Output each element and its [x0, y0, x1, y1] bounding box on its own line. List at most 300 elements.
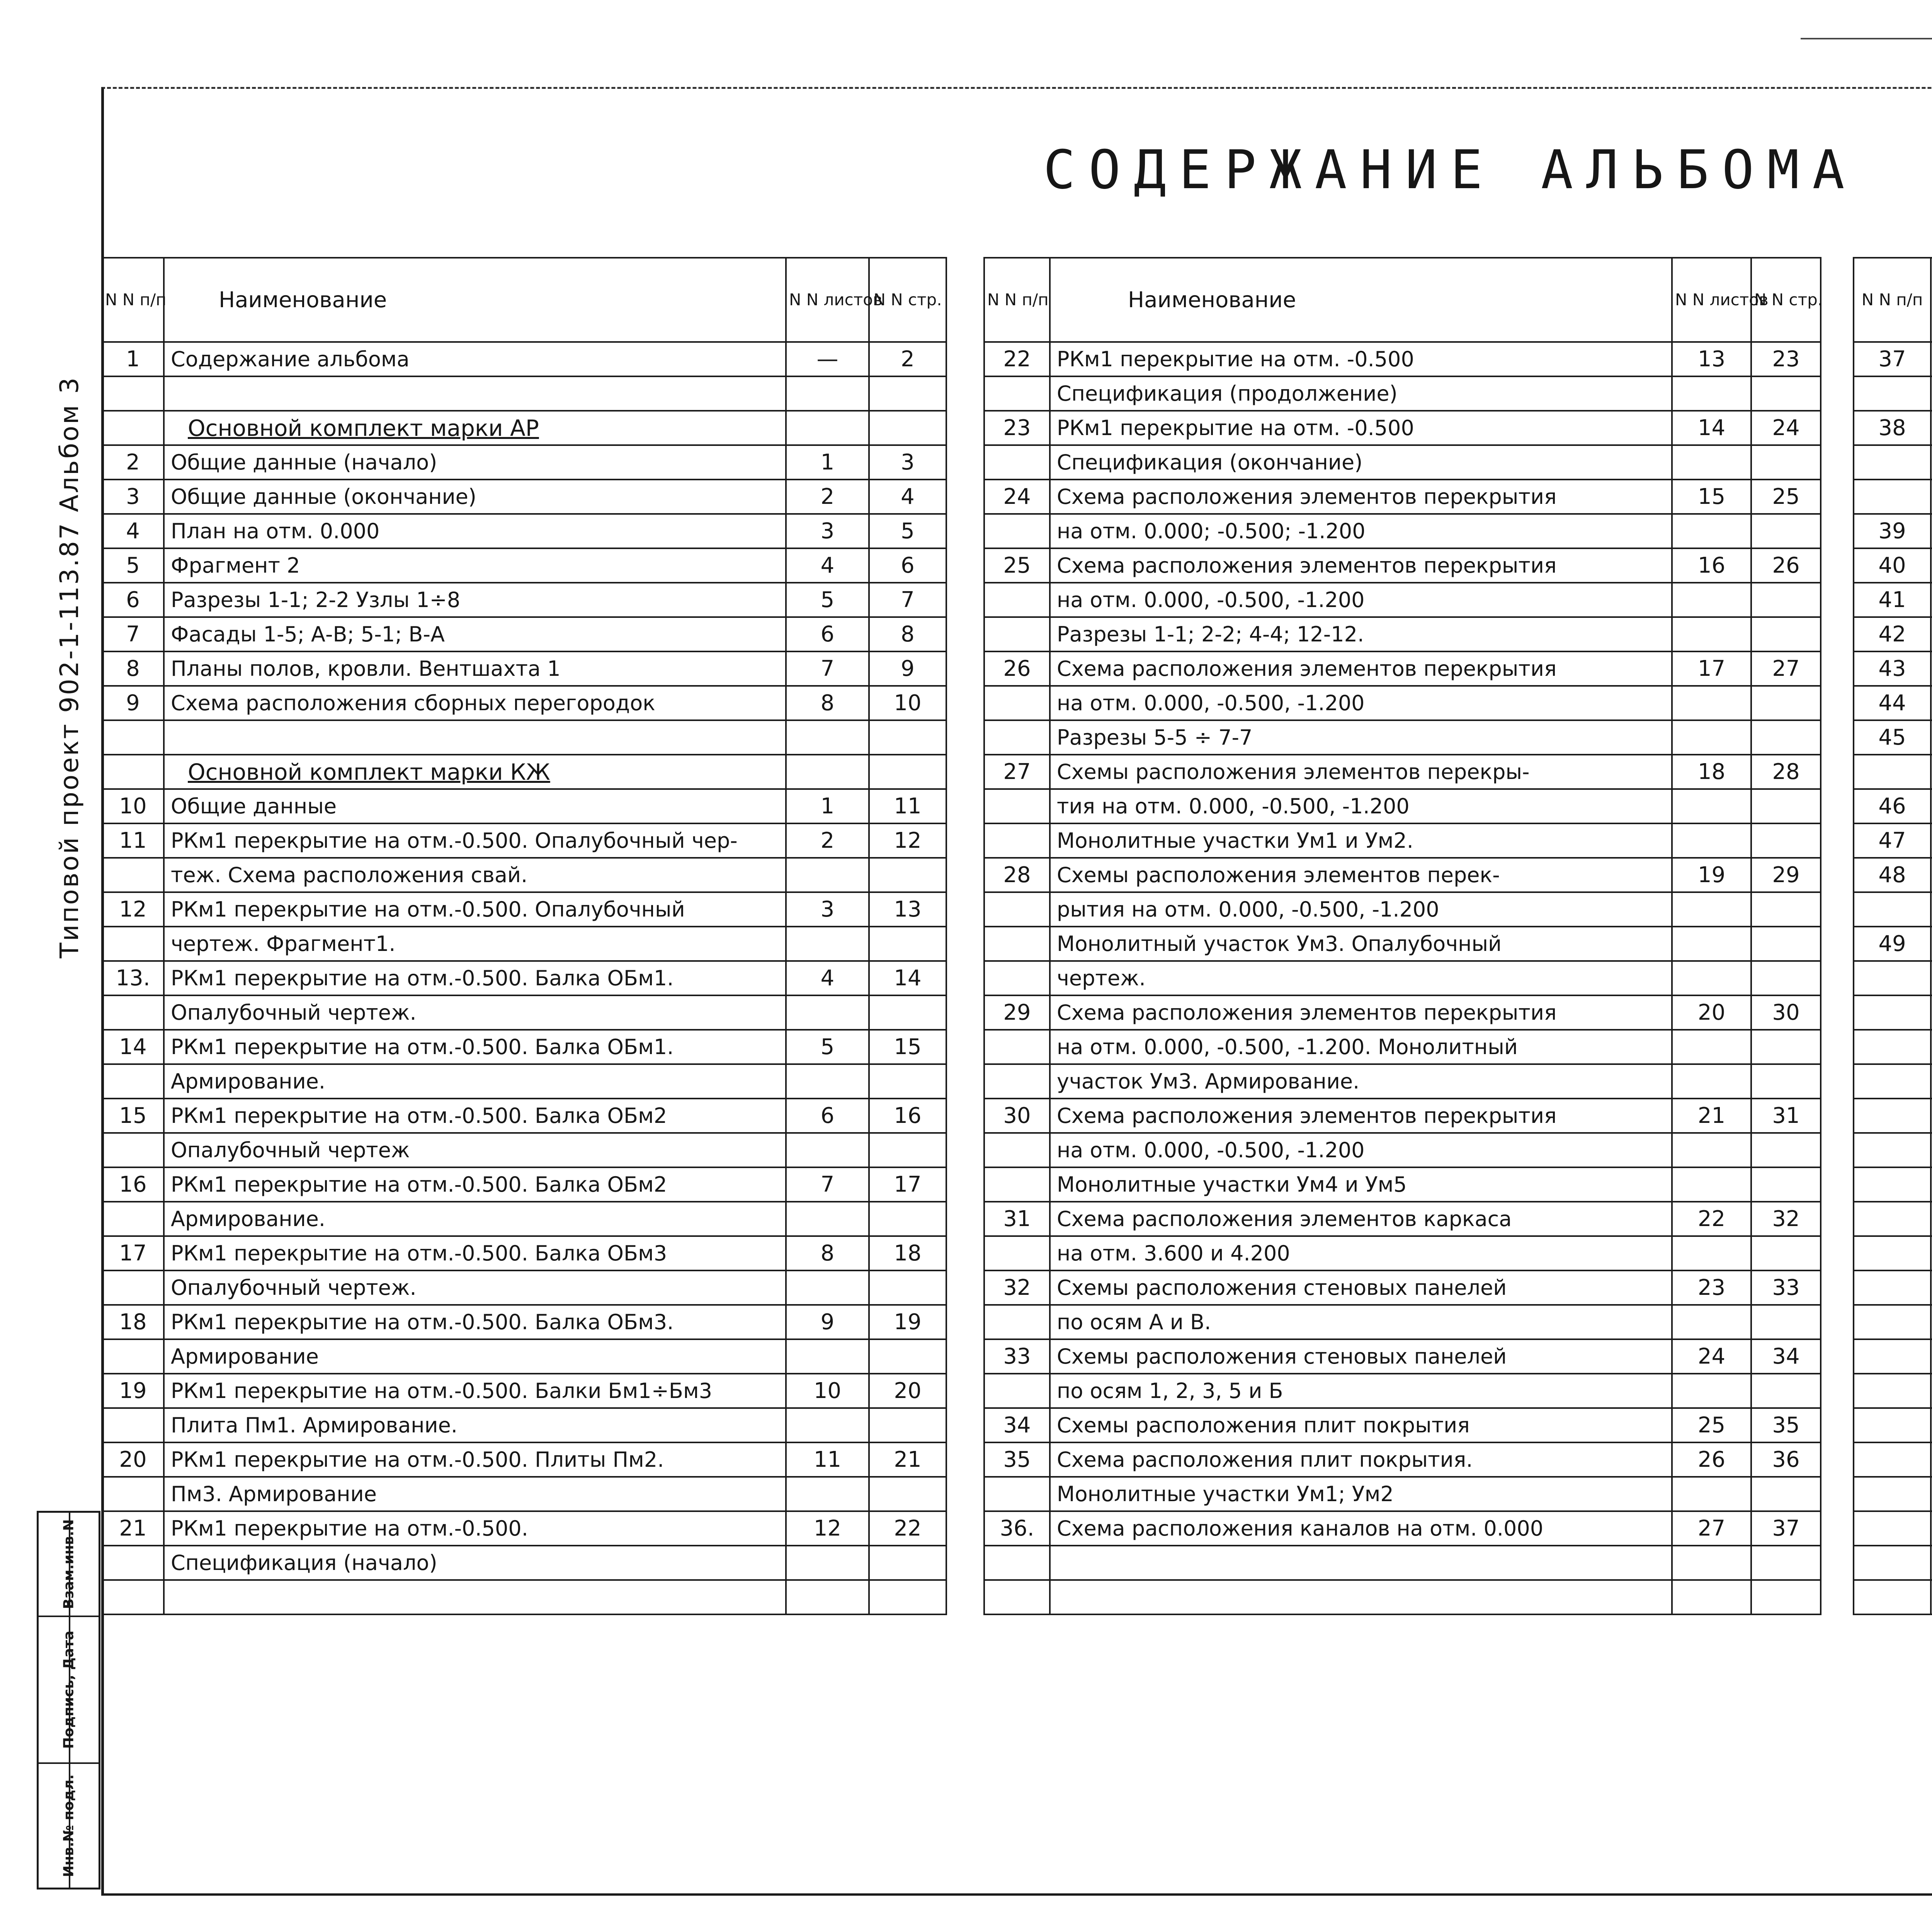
row-sheet-number: 9 — [786, 1305, 869, 1339]
row-sheet-number: 2 — [786, 823, 869, 858]
stamp-label: Взам.инв.N — [61, 1519, 77, 1609]
row-sheet-number — [1672, 514, 1751, 548]
table-row — [102, 1167, 946, 1202]
row-title: Армирование. — [164, 1064, 786, 1099]
row-number — [1854, 1030, 1931, 1064]
row-page-number: 23 — [1751, 342, 1821, 376]
row-page-number — [869, 1408, 946, 1442]
row-page-number: 14 — [869, 961, 946, 995]
row-number: 12 — [102, 892, 164, 927]
row-page-number — [869, 927, 946, 961]
row-number — [984, 1030, 1050, 1064]
row-title: РКм1 перекрытие на отм. -0.500 — [1050, 411, 1672, 445]
row-number: 10 — [102, 789, 164, 823]
row-number — [984, 583, 1050, 617]
row-sheet-number — [1672, 1167, 1751, 1202]
row-title: Общие данные (начало) — [164, 445, 786, 480]
album-title: СОДЕРЖАНИЕ АЛЬБОМА — [1043, 139, 1858, 201]
table-row — [102, 927, 946, 961]
table-row — [102, 1546, 946, 1580]
row-title: Схемы расположения элементов перекры- — [1050, 755, 1672, 789]
row-number — [1854, 376, 1931, 411]
table-row — [984, 1236, 1821, 1270]
table-row — [984, 1546, 1821, 1580]
row-title: рытия на отм. 0.000, -0.500, -1.200 — [1050, 892, 1672, 927]
row-number — [1854, 1270, 1931, 1305]
table-row — [102, 1236, 946, 1270]
row-number: 32 — [984, 1270, 1050, 1305]
table-row — [1854, 1339, 1932, 1374]
row-number — [102, 1339, 164, 1374]
row-sheet-number — [1672, 1477, 1751, 1511]
row-page-number: 33 — [1751, 1270, 1821, 1305]
table-row — [1854, 651, 1932, 686]
row-sheet-number: 1 — [786, 445, 869, 480]
row-sheet-number: 11 — [786, 1442, 869, 1477]
row-sheet-number: 6 — [786, 617, 869, 651]
stamp-cell — [39, 1764, 99, 1888]
row-sheet-number — [1672, 1580, 1751, 1614]
table-row — [984, 1133, 1821, 1167]
row-number: 4 — [102, 514, 164, 548]
row-number — [984, 720, 1050, 755]
row-page-number: 21 — [869, 1442, 946, 1477]
row-page-number — [869, 720, 946, 755]
table-row — [102, 480, 946, 514]
row-title: Схема расположения элементов перекрытия — [1050, 995, 1672, 1030]
row-number — [1854, 961, 1931, 995]
row-number: 11 — [102, 823, 164, 858]
row-sheet-number: 7 — [786, 1167, 869, 1202]
table-row — [984, 1511, 1821, 1546]
table-row — [102, 651, 946, 686]
row-sheet-number — [786, 1339, 869, 1374]
row-title: по осям 1, 2, 3, 5 и Б — [1050, 1374, 1672, 1408]
table-row — [102, 583, 946, 617]
row-number: 33 — [984, 1339, 1050, 1374]
row-number: 29 — [984, 995, 1050, 1030]
row-page-number — [869, 995, 946, 1030]
row-number — [1854, 892, 1931, 927]
row-sheet-number — [1672, 720, 1751, 755]
scan-artifact-line — [1801, 38, 1932, 39]
row-page-number — [1751, 1305, 1821, 1339]
row-page-number: 22 — [869, 1511, 946, 1546]
row-page-number: 25 — [1751, 480, 1821, 514]
row-page-number — [869, 858, 946, 892]
table-row — [102, 376, 946, 411]
row-sheet-number — [786, 1270, 869, 1305]
row-number: 5 — [102, 548, 164, 583]
row-title: Опалубочный чертеж. — [164, 1270, 786, 1305]
row-title — [1050, 1580, 1672, 1614]
row-page-number — [1751, 1477, 1821, 1511]
row-number — [984, 789, 1050, 823]
row-page-number — [869, 1270, 946, 1305]
table-row — [102, 789, 946, 823]
row-number — [102, 1580, 164, 1614]
contents-table-1 — [101, 257, 946, 1615]
row-title: на отм. 0.000, -0.500, -1.200 — [1050, 1133, 1672, 1167]
row-page-number: 30 — [1751, 995, 1821, 1030]
row-number: 45 — [1854, 720, 1931, 755]
table-row — [984, 445, 1821, 480]
row-number — [984, 1305, 1050, 1339]
row-number: 6 — [102, 583, 164, 617]
row-page-number: 26 — [1751, 548, 1821, 583]
col-header-pages: N N стр. — [869, 258, 946, 342]
row-page-number — [1751, 1374, 1821, 1408]
table-row — [102, 686, 946, 720]
row-page-number — [869, 1580, 946, 1614]
contents-table-3 — [1853, 257, 1932, 1615]
row-page-number: 34 — [1751, 1339, 1821, 1374]
row-title: РКм1 перекрытие на отм.-0.500. Опалубочный — [164, 892, 786, 927]
approval-stamp — [37, 1511, 100, 1889]
row-number: 49 — [1854, 927, 1931, 961]
row-page-number: 11 — [869, 789, 946, 823]
row-title: участок Ум3. Армирование. — [1050, 1064, 1672, 1099]
row-sheet-number: 21 — [1672, 1099, 1751, 1133]
row-title: Основной комплект марки АР — [164, 411, 786, 445]
table-row — [1854, 342, 1932, 376]
table-row — [102, 995, 946, 1030]
row-number — [102, 411, 164, 445]
row-number — [984, 1064, 1050, 1099]
table-row — [1854, 1064, 1932, 1099]
row-number: 25 — [984, 548, 1050, 583]
row-title: чертеж. — [1050, 961, 1672, 995]
row-number: 13. — [102, 961, 164, 995]
row-number — [984, 1477, 1050, 1511]
table-row — [102, 1442, 946, 1477]
row-title: Схема расположения каналов на отм. 0.000 — [1050, 1511, 1672, 1546]
table-row — [984, 789, 1821, 823]
row-page-number: 37 — [1751, 1511, 1821, 1546]
row-title: Монолитные участки Ум4 и Ум5 — [1050, 1167, 1672, 1202]
row-title: Разрезы 1-1; 2-2; 4-4; 12-12. — [1050, 617, 1672, 651]
row-page-number: 35 — [1751, 1408, 1821, 1442]
row-sheet-number: 10 — [786, 1374, 869, 1408]
row-sheet-number: — — [786, 342, 869, 376]
row-number: 16 — [102, 1167, 164, 1202]
row-title: РКм1 перекрытие на отм. -0.500 — [1050, 342, 1672, 376]
table-row — [1854, 445, 1932, 480]
row-sheet-number: 6 — [786, 1099, 869, 1133]
row-page-number — [869, 1202, 946, 1236]
row-page-number — [1751, 445, 1821, 480]
row-page-number — [1751, 1133, 1821, 1167]
row-title: Разрезы 5-5 ÷ 7-7 — [1050, 720, 1672, 755]
row-number: 24 — [984, 480, 1050, 514]
row-number — [102, 755, 164, 789]
table-row — [984, 1270, 1821, 1305]
row-sheet-number — [1672, 823, 1751, 858]
row-page-number — [1751, 1167, 1821, 1202]
row-title: РКм1 перекрытие на отм.-0.500. Опалубочный чер- — [164, 823, 786, 858]
row-page-number: 13 — [869, 892, 946, 927]
table-row — [1854, 755, 1932, 789]
table-row — [984, 583, 1821, 617]
table-row — [1854, 1167, 1932, 1202]
row-sheet-number: 12 — [786, 1511, 869, 1546]
row-page-number: 9 — [869, 651, 946, 686]
row-page-number — [1751, 686, 1821, 720]
row-number — [102, 1270, 164, 1305]
row-number — [102, 1064, 164, 1099]
table-row — [1854, 995, 1932, 1030]
row-number: 19 — [102, 1374, 164, 1408]
row-title: План на отм. 0.000 — [164, 514, 786, 548]
table-row — [1854, 789, 1932, 823]
table-row — [984, 480, 1821, 514]
row-title: РКм1 перекрытие на отм.-0.500. Балка ОБм2 — [164, 1167, 786, 1202]
table-row — [984, 1305, 1821, 1339]
row-sheet-number: 19 — [1672, 858, 1751, 892]
row-title: Планы полов, кровли. Вентшахта 1 — [164, 651, 786, 686]
row-title: Монолитные участки Ум1; Ум2 — [1050, 1477, 1672, 1511]
row-title: чертеж. Фрагмент1. — [164, 927, 786, 961]
table-row — [1854, 376, 1932, 411]
col-header-sheets: N N листов — [786, 258, 869, 342]
table-row — [984, 1477, 1821, 1511]
row-number — [102, 1477, 164, 1511]
row-number: 31 — [984, 1202, 1050, 1236]
row-page-number: 15 — [869, 1030, 946, 1064]
table-row — [984, 1099, 1821, 1133]
row-sheet-number — [1672, 445, 1751, 480]
row-title: на отм. 0.000, -0.500, -1.200 — [1050, 583, 1672, 617]
table-row — [984, 1167, 1821, 1202]
row-page-number — [1751, 1236, 1821, 1270]
table-row — [1854, 1270, 1932, 1305]
row-title: Спецификация (продолжение) — [1050, 376, 1672, 411]
row-page-number: 4 — [869, 480, 946, 514]
row-number — [102, 927, 164, 961]
row-title: Спецификация (начало) — [164, 1546, 786, 1580]
row-number — [102, 1202, 164, 1236]
row-number — [984, 1133, 1050, 1167]
table-row — [1854, 1202, 1932, 1236]
row-page-number — [1751, 961, 1821, 995]
table-row — [102, 1305, 946, 1339]
row-title: Опалубочный чертеж. — [164, 995, 786, 1030]
row-title: Армирование. — [164, 1202, 786, 1236]
row-number: 9 — [102, 686, 164, 720]
row-number — [1854, 1305, 1931, 1339]
table-row — [102, 445, 946, 480]
row-page-number — [869, 1339, 946, 1374]
row-number: 17 — [102, 1236, 164, 1270]
table-row — [1854, 927, 1932, 961]
table-row — [1854, 1477, 1932, 1511]
row-number — [1854, 1064, 1931, 1099]
table-row — [1854, 720, 1932, 755]
table-row — [984, 1202, 1821, 1236]
row-number: 7 — [102, 617, 164, 651]
row-number — [1854, 1580, 1931, 1614]
row-sheet-number — [786, 858, 869, 892]
stamp-label: Инв.№ подл. — [61, 1774, 77, 1878]
row-title: Схема расположения элементов каркаса — [1050, 1202, 1672, 1236]
table-row — [1854, 961, 1932, 995]
row-page-number — [869, 376, 946, 411]
row-number — [102, 720, 164, 755]
row-page-number — [1751, 617, 1821, 651]
row-number: 27 — [984, 755, 1050, 789]
row-page-number — [1751, 376, 1821, 411]
row-title: Монолитные участки Ум1 и Ум2. — [1050, 823, 1672, 858]
row-number: 40 — [1854, 548, 1931, 583]
table-row — [1854, 1546, 1932, 1580]
row-number — [1854, 1133, 1931, 1167]
row-sheet-number — [1672, 686, 1751, 720]
row-title: РКм1 перекрытие на отм.-0.500. — [164, 1511, 786, 1546]
row-page-number: 7 — [869, 583, 946, 617]
row-number — [984, 1236, 1050, 1270]
col-header-num: N N п/п — [984, 258, 1050, 342]
row-sheet-number: 3 — [786, 514, 869, 548]
row-title: Монолитный участок Ум3. Опалубочный — [1050, 927, 1672, 961]
table-row — [1854, 1442, 1932, 1477]
table-row — [1854, 1408, 1932, 1442]
row-number — [1854, 1099, 1931, 1133]
row-number — [1854, 1477, 1931, 1511]
row-number — [102, 858, 164, 892]
row-page-number: 31 — [1751, 1099, 1821, 1133]
row-number — [1854, 755, 1931, 789]
row-number: 46 — [1854, 789, 1931, 823]
row-number: 35 — [984, 1442, 1050, 1477]
table-row — [984, 1442, 1821, 1477]
row-page-number — [1751, 1580, 1821, 1614]
row-title: Схема расположения сборных перегородок — [164, 686, 786, 720]
row-sheet-number — [1672, 892, 1751, 927]
row-page-number — [869, 1477, 946, 1511]
row-number: 8 — [102, 651, 164, 686]
row-sheet-number — [1672, 1236, 1751, 1270]
row-sheet-number: 1 — [786, 789, 869, 823]
table-row — [984, 617, 1821, 651]
table-row — [1854, 858, 1932, 892]
row-number — [1854, 480, 1931, 514]
row-sheet-number: 14 — [1672, 411, 1751, 445]
table-row — [1854, 1305, 1932, 1339]
row-number: 15 — [102, 1099, 164, 1133]
row-number: 18 — [102, 1305, 164, 1339]
row-title: Плита Пм1. Армирование. — [164, 1408, 786, 1442]
table-row — [984, 1374, 1821, 1408]
table-row — [984, 755, 1821, 789]
row-page-number: 12 — [869, 823, 946, 858]
stamp-label: Подпись, Дата — [61, 1631, 77, 1749]
row-number: 14 — [102, 1030, 164, 1064]
table-row — [1854, 1580, 1932, 1614]
row-page-number: 3 — [869, 445, 946, 480]
row-page-number: 32 — [1751, 1202, 1821, 1236]
row-page-number: 28 — [1751, 755, 1821, 789]
row-page-number: 6 — [869, 548, 946, 583]
row-sheet-number — [1672, 789, 1751, 823]
table-row — [102, 342, 946, 376]
table-row — [102, 1580, 946, 1614]
table-row — [984, 892, 1821, 927]
table-row — [102, 892, 946, 927]
row-sheet-number: 23 — [1672, 1270, 1751, 1305]
row-number: 44 — [1854, 686, 1931, 720]
table-row — [984, 858, 1821, 892]
row-title: Пм3. Армирование — [164, 1477, 786, 1511]
row-title: Общие данные (окончание) — [164, 480, 786, 514]
row-number: 1 — [102, 342, 164, 376]
row-title: Общие данные — [164, 789, 786, 823]
row-page-number — [869, 411, 946, 445]
row-number — [102, 1546, 164, 1580]
table-row — [984, 686, 1821, 720]
table-row — [1854, 1133, 1932, 1167]
row-sheet-number: 3 — [786, 892, 869, 927]
row-title: РКм1 перекрытие на отм.-0.500. Балка ОБм3 — [164, 1236, 786, 1270]
row-title: РКм1 перекрытие на отм.-0.500. Балка ОБм1. — [164, 961, 786, 995]
table-row — [102, 858, 946, 892]
row-page-number — [1751, 583, 1821, 617]
table-row — [102, 1339, 946, 1374]
table-row — [102, 1133, 946, 1167]
row-number: 26 — [984, 651, 1050, 686]
row-sheet-number: 17 — [1672, 651, 1751, 686]
row-number — [984, 1546, 1050, 1580]
row-title: на отм. 0.000, -0.500, -1.200. Монолитный — [1050, 1030, 1672, 1064]
row-title — [1050, 1546, 1672, 1580]
row-sheet-number: 13 — [1672, 342, 1751, 376]
row-page-number — [869, 1064, 946, 1099]
table-row — [1854, 892, 1932, 927]
row-number: 48 — [1854, 858, 1931, 892]
table-row — [1854, 548, 1932, 583]
row-number — [1854, 1236, 1931, 1270]
row-title: тия на отм. 0.000, -0.500, -1.200 — [1050, 789, 1672, 823]
row-sheet-number: 5 — [786, 583, 869, 617]
row-number — [102, 995, 164, 1030]
row-title: Содержание альбома — [164, 342, 786, 376]
row-number — [1854, 995, 1931, 1030]
row-sheet-number — [786, 720, 869, 755]
row-page-number: 19 — [869, 1305, 946, 1339]
table-row — [1854, 1099, 1932, 1133]
row-sheet-number: 4 — [786, 548, 869, 583]
row-number — [102, 376, 164, 411]
row-number — [1854, 1374, 1931, 1408]
row-title: на отм. 3.600 и 4.200 — [1050, 1236, 1672, 1270]
row-sheet-number — [786, 927, 869, 961]
row-title: Схема расположения элементов перекрытия — [1050, 548, 1672, 583]
row-page-number — [1751, 823, 1821, 858]
row-title: Опалубочный чертеж — [164, 1133, 786, 1167]
row-number: 20 — [102, 1442, 164, 1477]
row-page-number — [1751, 514, 1821, 548]
row-sheet-number — [786, 1133, 869, 1167]
row-number: 21 — [102, 1511, 164, 1546]
row-number — [1854, 1202, 1931, 1236]
row-page-number: 18 — [869, 1236, 946, 1270]
table-row — [984, 651, 1821, 686]
row-page-number — [869, 1546, 946, 1580]
table-row — [102, 961, 946, 995]
row-title: Схемы расположения стеновых панелей — [1050, 1270, 1672, 1305]
row-number: 43 — [1854, 651, 1931, 686]
table-row — [984, 411, 1821, 445]
row-number — [984, 927, 1050, 961]
